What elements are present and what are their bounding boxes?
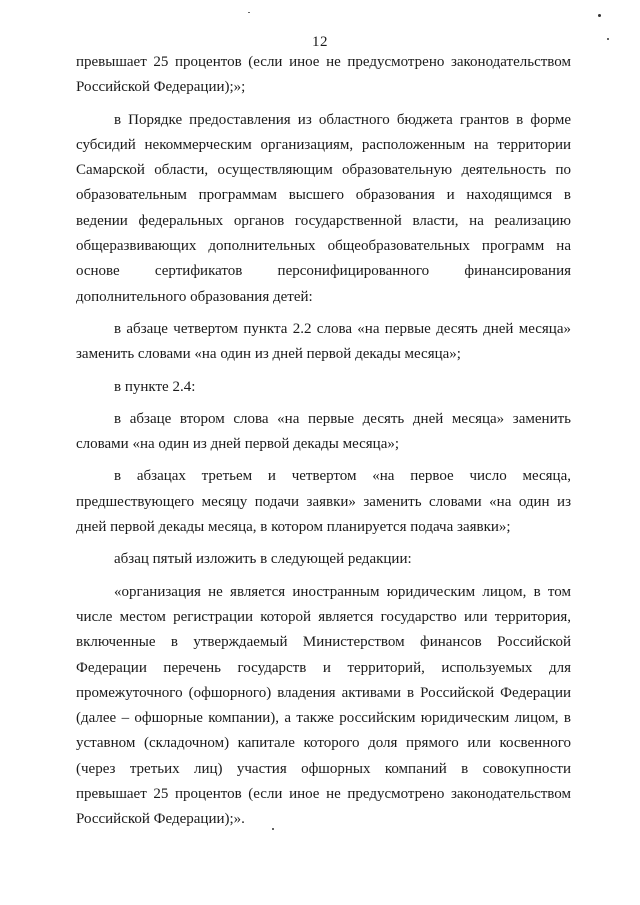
paragraph-point-2-2: в абзаце четвертом пункта 2.2 слова «на первые десять дней месяца» заменить словами «на один из дней первой декады месяца»; — [76, 320, 571, 363]
scan-speck — [248, 12, 250, 13]
document-body — [76, 50, 571, 833]
scan-speck — [607, 38, 609, 40]
page-number: 12 — [312, 34, 328, 50]
paragraph-point-2-4: в пункте 2.4: — [114, 378, 196, 395]
paragraph-fifth-subparagraph: абзац пятый изложить в следующей редакции: — [114, 551, 412, 568]
paragraph-continuation: превышает 25 процентов (если иное не предусмотрено законодательством Российской Федерации);»; — [76, 54, 571, 96]
paragraph-second-subparagraph: в абзаце втором слова «на первые десять дней месяца» заменить словами «на один из дней первой декады месяца»; — [76, 410, 571, 453]
paragraph-third-fourth-subparagraphs: в абзацах третьем и четвертом «на первое число месяца, предшествующего месяцу подачи заявки» заменить словами «на один из дней первой декады месяца, в котором планируется подача заявки»; — [76, 468, 571, 536]
scan-speck — [272, 828, 274, 830]
paragraph-procedure: в Порядке предоставления из областного бюджета грантов в форме субсидий некоммерческим организациям, расположенным на территории Самарской области, осуществляющим образовательную деятельность по образовательным программам высшего образования и находящимся в ведении федеральных органов государственной власти, на реализацию общеразвивающих дополнительных общеобразовательных программ на основе сертификатов персонифицированного финансирования дополнительного образования детей: — [76, 111, 571, 305]
paragraph-new-wording: «организация не является иностранным юридическим лицом, в том числе местом регистрации которой является государство или территория, включенные в утверждаемый Министерством финансов Российской Федерации перечень государств и территорий, используемых для промежуточного (офшорного) владения активами в Российской Федерации (далее – офшорные компании), а также российским юридическим лицом, в уставном (складочном) капитале которого доля прямого или косвенного (через третьих лиц) участия офшорных компаний в совокупности превышает 25 процентов (если иное не предусмотрено законодательством Российской Федерации);». — [76, 583, 571, 828]
scan-speck — [598, 14, 601, 17]
